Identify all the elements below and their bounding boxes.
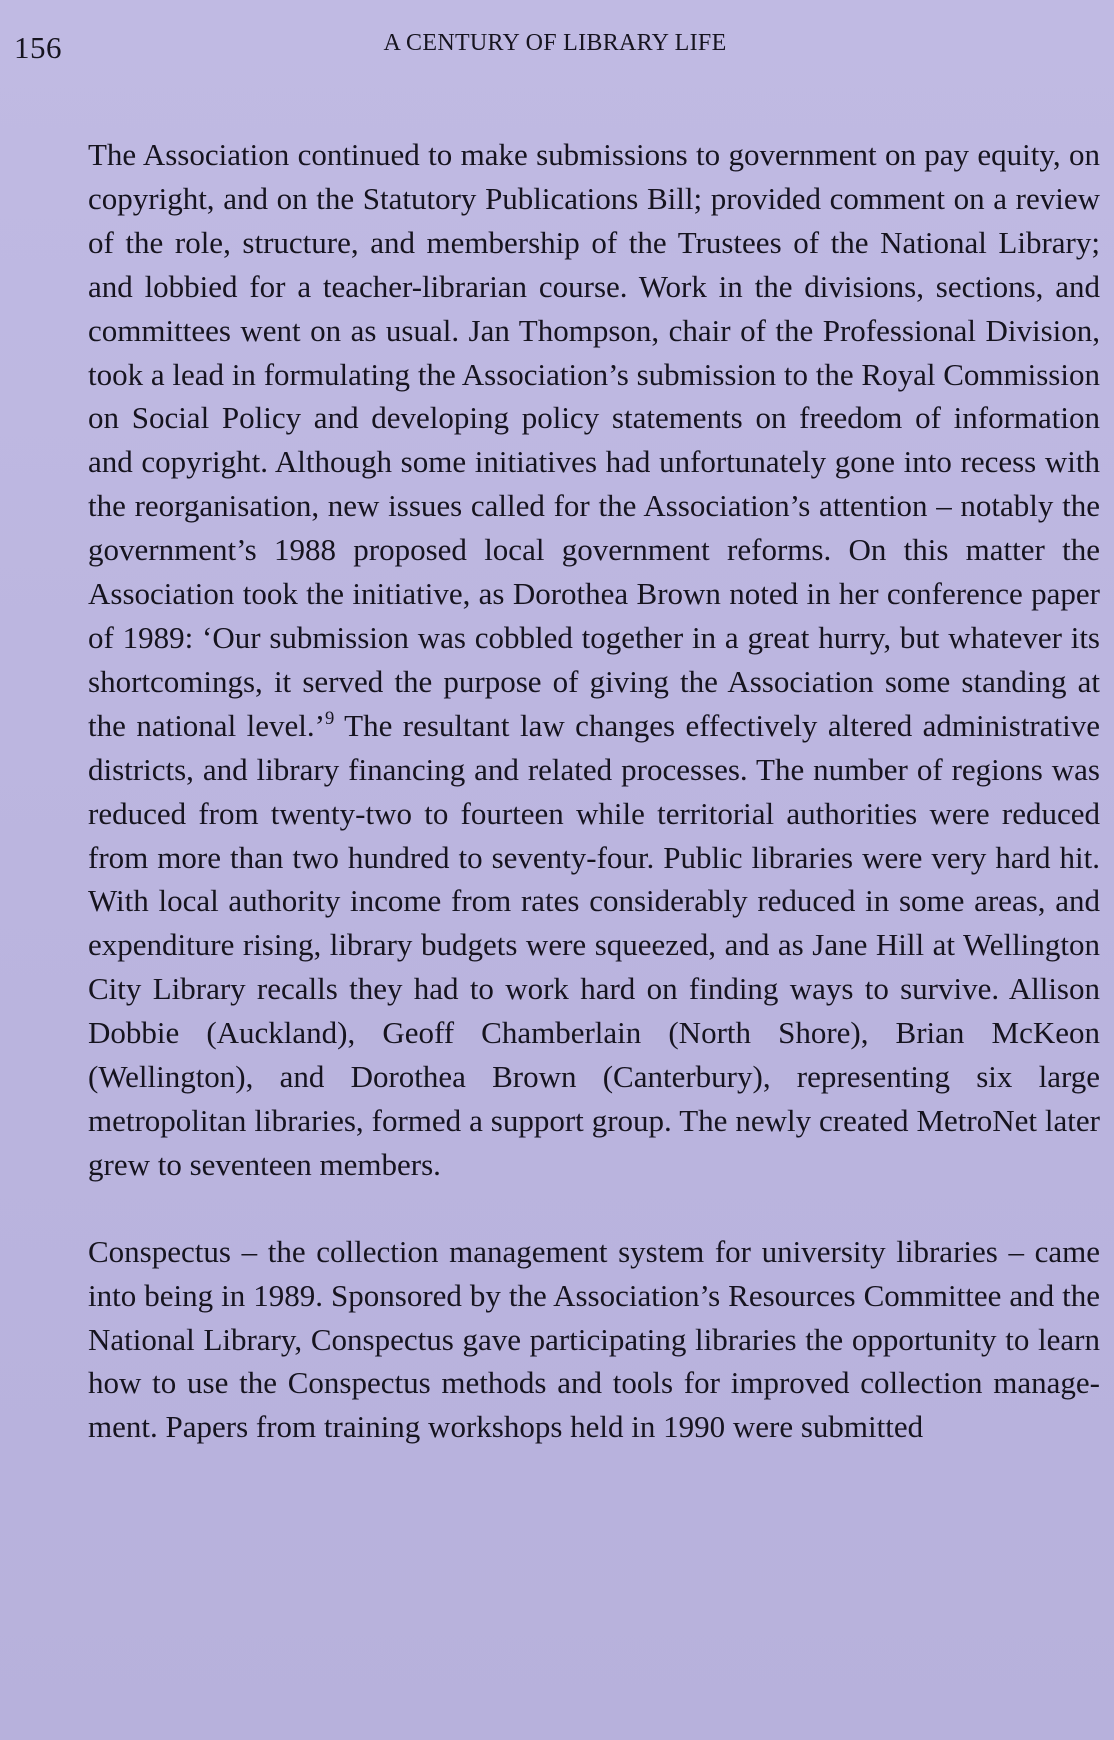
- paragraph-text-before-note: The Association continued to make submissions to government on pay equity, on copyright, and on the Statutory Publications Bill; provided comment on a review of the role, structure, and membership of the Trustees of the National Library; and lobbied for a teacher-librarian course. Work in the divisions, sections, and committees went on as usual. Jan Thompson, chair of the Professional Division, took a lead in formulating the Association’s submission to the Royal Commission on Social Policy and developing policy statements on freedom of information and copyright. Although some initiatives had unfortunately gone into recess with the reorganisation, new issues called for the Association’s attention – notably the government’s 1988 proposed local government reforms. On this matter the Association took the initiative, as Dorothea Brown noted in her conference paper of 1989: ‘Our submission was cobbled together in a great hurry, but whatever its shortcomings, it served the purpose of giving the Association some standing at the national level.’: [88, 137, 1100, 743]
- paragraph-text-after-note: The resultant law changes effectively altered administrative districts, and library financing and related processes. The number of regions was reduced from twenty-two to fourteen while territorial authorities were reduced from more than two hundred to seventy-four. Public libraries were very hard hit. With local authority income from rates considerably reduced in some areas, and expenditure rising, library budgets were squeezed, and as Jane Hill at Wellington City Library recalls they had to work hard on finding ways to survive. Allison Dobbie (Auckland), Geoff Chamberlain (North Shore), Brian McKeon (Wellington), and Dorothea Brown (Canterbury), representing six large metropolitan libraries, formed a support group. The newly created MetroNet later grew to seventeen members.: [88, 707, 1100, 1182]
- body-text: [88, 133, 1100, 1449]
- running-title: A CENTURY OF LIBRARY LIFE: [383, 30, 727, 56]
- page-number: 156: [14, 30, 62, 65]
- footnote-marker: 9: [324, 707, 335, 729]
- paragraph-conspectus: Conspectus – the collection management system for university libraries – came into being in 1989. Sponsored by the Association’s Resources Committee and the National Library, Conspectus gave participating libraries the opportunity to learn how to use the Conspectus methods and tools for improved collection management. Papers from training workshops held in 1990 were submitted: [88, 1233, 1100, 1445]
- running-head: [0, 30, 1114, 57]
- paragraph-association-submissions: [88, 133, 1100, 1187]
